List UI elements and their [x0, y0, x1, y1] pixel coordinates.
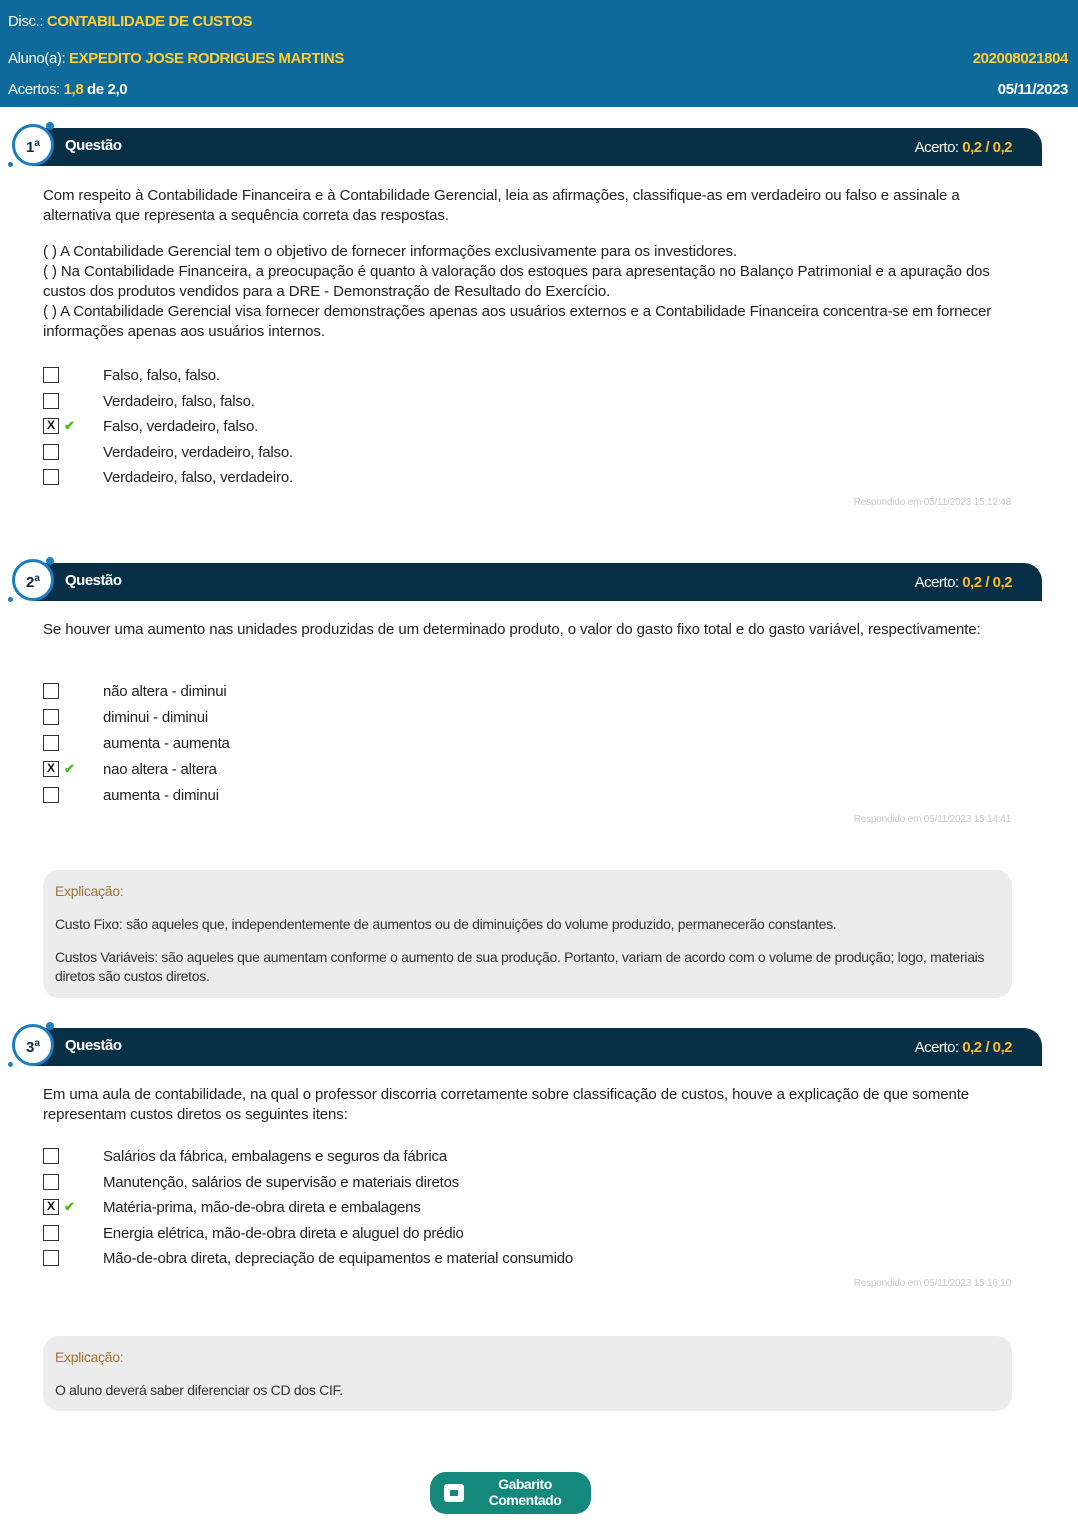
checkbox[interactable]: X	[43, 1199, 59, 1215]
statement-item: ( ) A Contabilidade Gerencial visa fornecer demonstrações apenas aos usuários externos e a Contabilidade Financeira concentra-se em fornecer informações apenas aos usuários internos.	[43, 303, 992, 340]
acerto-total: / 0,2	[985, 1039, 1012, 1056]
score-value: 1,8	[63, 81, 84, 98]
question-3-options	[43, 1148, 743, 1276]
checkbox[interactable]	[43, 1174, 59, 1190]
checkbox[interactable]: X	[43, 761, 59, 777]
score-row	[8, 81, 1068, 98]
discipline-name: CONTABILIDADE DE CUSTOS	[46, 13, 253, 30]
option-text: Salários da fábrica, embalagens e seguros da fábrica	[103, 1148, 447, 1165]
question-number-sup: a	[34, 573, 40, 584]
explanation-paragraph: Custo Fixo: são aqueles que, independentemente de aumentos ou de diminuições do volume produzido, permanecerão constantes.	[55, 916, 837, 932]
option-item[interactable]	[43, 1199, 743, 1225]
acerto-label: Acerto:	[914, 139, 959, 156]
acerto-total: / 0,2	[985, 574, 1012, 591]
video-icon	[444, 1484, 464, 1502]
question-number-sup: a	[34, 1038, 40, 1049]
checkbox[interactable]	[43, 367, 59, 383]
option-text: aumenta - diminui	[103, 787, 219, 804]
question-1-options	[43, 367, 743, 495]
checkbox[interactable]	[43, 735, 59, 751]
question-number-badge	[8, 120, 58, 170]
question-title: Questão	[65, 137, 122, 154]
option-item[interactable]	[43, 469, 743, 495]
checkbox[interactable]	[43, 1225, 59, 1241]
checkbox[interactable]	[43, 393, 59, 409]
acerto-label: Acerto:	[914, 1039, 959, 1056]
checkbox[interactable]	[43, 469, 59, 485]
badge-bubble-icon	[8, 597, 13, 602]
question-2-statement	[43, 620, 1018, 640]
statement-paragraph: Em uma aula de contabilidade, na qual o professor discorria corretamente sobre classificação de custos, houve a explicação de que somente representam custos diretos os seguintes itens:	[43, 1086, 970, 1123]
question-2-header	[34, 563, 1042, 601]
gabarito-label	[470, 1476, 580, 1508]
checkbox[interactable]	[43, 683, 59, 699]
question-title: Questão	[65, 572, 122, 589]
badge-bubble-icon	[46, 1022, 54, 1030]
question-1-statement	[43, 186, 1018, 342]
correct-check-icon: ✔	[64, 1199, 75, 1214]
option-text: Verdadeiro, verdadeiro, falso.	[103, 443, 293, 461]
answered-timestamp: Respondido em 05/11/2023 15:14:41	[853, 814, 1011, 825]
gabarito-comentado-button[interactable]	[430, 1472, 591, 1514]
option-text: Matéria-prima, mão-de-obra direta e embalagens	[103, 1199, 421, 1216]
option-text: Manutenção, salários de supervisão e materiais diretos	[103, 1173, 460, 1191]
option-text: Falso, verdadeiro, falso.	[103, 418, 259, 435]
option-text: Energia elétrica, mão-de-obra direta e aluguel do prédio	[103, 1224, 464, 1242]
checkbox[interactable]	[43, 444, 59, 460]
option-item[interactable]	[43, 367, 743, 393]
explanation-box	[43, 1336, 1012, 1411]
question-number	[12, 559, 54, 601]
question-number-sup: a	[34, 138, 40, 149]
student-label: Aluno(a):	[8, 50, 66, 67]
statement-item: ( ) Na Contabilidade Financeira, a preocupação é quanto à valoração dos estoques para apresentação no Balanço Patrimonial e a apuração dos custos dos produtos vendidos para a DRE - Demonstração de Resultado do Exercício.	[43, 263, 990, 300]
question-title: Questão	[65, 1037, 122, 1054]
option-text: não altera - diminui	[103, 683, 227, 700]
checkbox[interactable]	[43, 1148, 59, 1164]
option-item[interactable]	[43, 787, 743, 813]
statement-paragraph: Com respeito à Contabilidade Financeira e à Contabilidade Gerencial, leia as afirmações, classifique-as em verdadeiro ou falso e assinale a alternativa que representa a sequência correta das respostas.	[43, 187, 960, 224]
score-total: de 2,0	[87, 81, 128, 98]
option-item[interactable]	[43, 1250, 743, 1276]
option-text: aumenta - aumenta	[103, 735, 230, 752]
exam-header	[0, 0, 1078, 107]
question-score	[915, 574, 1012, 591]
answered-timestamp: Respondido em 05/11/2023 15:12:48	[853, 497, 1011, 508]
checkbox[interactable]	[43, 1250, 59, 1266]
option-item[interactable]	[43, 1174, 743, 1200]
option-item[interactable]	[43, 761, 743, 787]
question-1-header	[34, 128, 1042, 166]
option-item[interactable]	[43, 444, 743, 470]
acerto-total: / 0,2	[985, 139, 1012, 156]
acerto-label: Acerto:	[914, 574, 959, 591]
question-score	[915, 139, 1012, 156]
badge-bubble-icon	[8, 1062, 13, 1067]
badge-bubble-icon	[8, 162, 13, 167]
acerto-value: 0,2	[962, 574, 982, 591]
option-text: Mão-de-obra direta, depreciação de equipamentos e material consumido	[103, 1250, 574, 1267]
option-item[interactable]	[43, 418, 743, 444]
badge-bubble-icon	[46, 122, 54, 130]
discipline-label: Disc.:	[8, 13, 44, 30]
correct-check-icon: ✔	[64, 418, 75, 433]
option-item[interactable]	[43, 1225, 743, 1251]
acerto-value: 0,2	[962, 139, 982, 156]
statement-paragraph: Se houver uma aumento nas unidades produzidas de um determinado produto, o valor do gasto fixo total e do gasto variável, respectivamente:	[43, 621, 981, 638]
student-id: 202008021804	[972, 50, 1068, 67]
option-text: Verdadeiro, falso, falso.	[103, 392, 255, 410]
option-item[interactable]	[43, 1148, 743, 1174]
discipline-row	[8, 13, 1068, 30]
option-item[interactable]	[43, 683, 743, 709]
explanation-paragraph: Custos Variáveis: são aqueles que aumentam conforme o aumento de sua produção. Portanto, variam de acordo com o volume de produção; logo, materiais diretos são custos diretos.	[55, 949, 985, 984]
option-text: diminui - diminui	[103, 709, 208, 726]
student-row	[8, 50, 1068, 67]
explanation-title: Explicação:	[55, 883, 124, 899]
gabarito-label-line2: Comentado	[488, 1492, 562, 1508]
checkbox[interactable]	[43, 787, 59, 803]
exam-date: 05/11/2023	[997, 81, 1068, 98]
explanation-box	[43, 870, 1012, 998]
gabarito-label-line1: Gabarito	[498, 1476, 552, 1492]
option-item[interactable]	[43, 709, 743, 735]
question-2-options	[43, 683, 743, 813]
option-text: nao altera - altera	[103, 761, 217, 778]
checkbox[interactable]	[43, 709, 59, 725]
question-number	[12, 124, 54, 166]
option-item[interactable]	[43, 393, 743, 419]
statement-item: ( ) A Contabilidade Gerencial tem o objetivo de fornecer informações exclusivamente para os investidores.	[43, 243, 738, 260]
question-3-header	[34, 1028, 1042, 1066]
answered-timestamp: Respondido em 05/11/2023 15:16:10	[853, 1278, 1011, 1289]
explanation-paragraph: O aluno deverá saber diferenciar os CD dos CIF.	[55, 1382, 343, 1398]
question-number-badge	[8, 1020, 58, 1070]
acerto-value: 0,2	[962, 1039, 982, 1056]
checkbox[interactable]: X	[43, 418, 59, 434]
question-number-text: 3	[26, 1039, 35, 1056]
option-text: Verdadeiro, falso, verdadeiro.	[103, 469, 293, 486]
badge-bubble-icon	[46, 557, 54, 565]
score-label: Acertos:	[8, 81, 60, 98]
option-text: Falso, falso, falso.	[103, 367, 220, 384]
question-score	[915, 1039, 1012, 1056]
question-number-text: 2	[26, 574, 35, 591]
question-number	[12, 1024, 54, 1066]
question-3-statement	[43, 1085, 1018, 1125]
correct-check-icon: ✔	[64, 761, 75, 776]
explanation-title: Explicação:	[55, 1349, 124, 1365]
option-item[interactable]	[43, 735, 743, 761]
student-name: EXPEDITO JOSE RODRIGUES MARTINS	[69, 50, 344, 67]
question-number-badge	[8, 555, 58, 605]
question-number-text: 1	[26, 139, 35, 156]
